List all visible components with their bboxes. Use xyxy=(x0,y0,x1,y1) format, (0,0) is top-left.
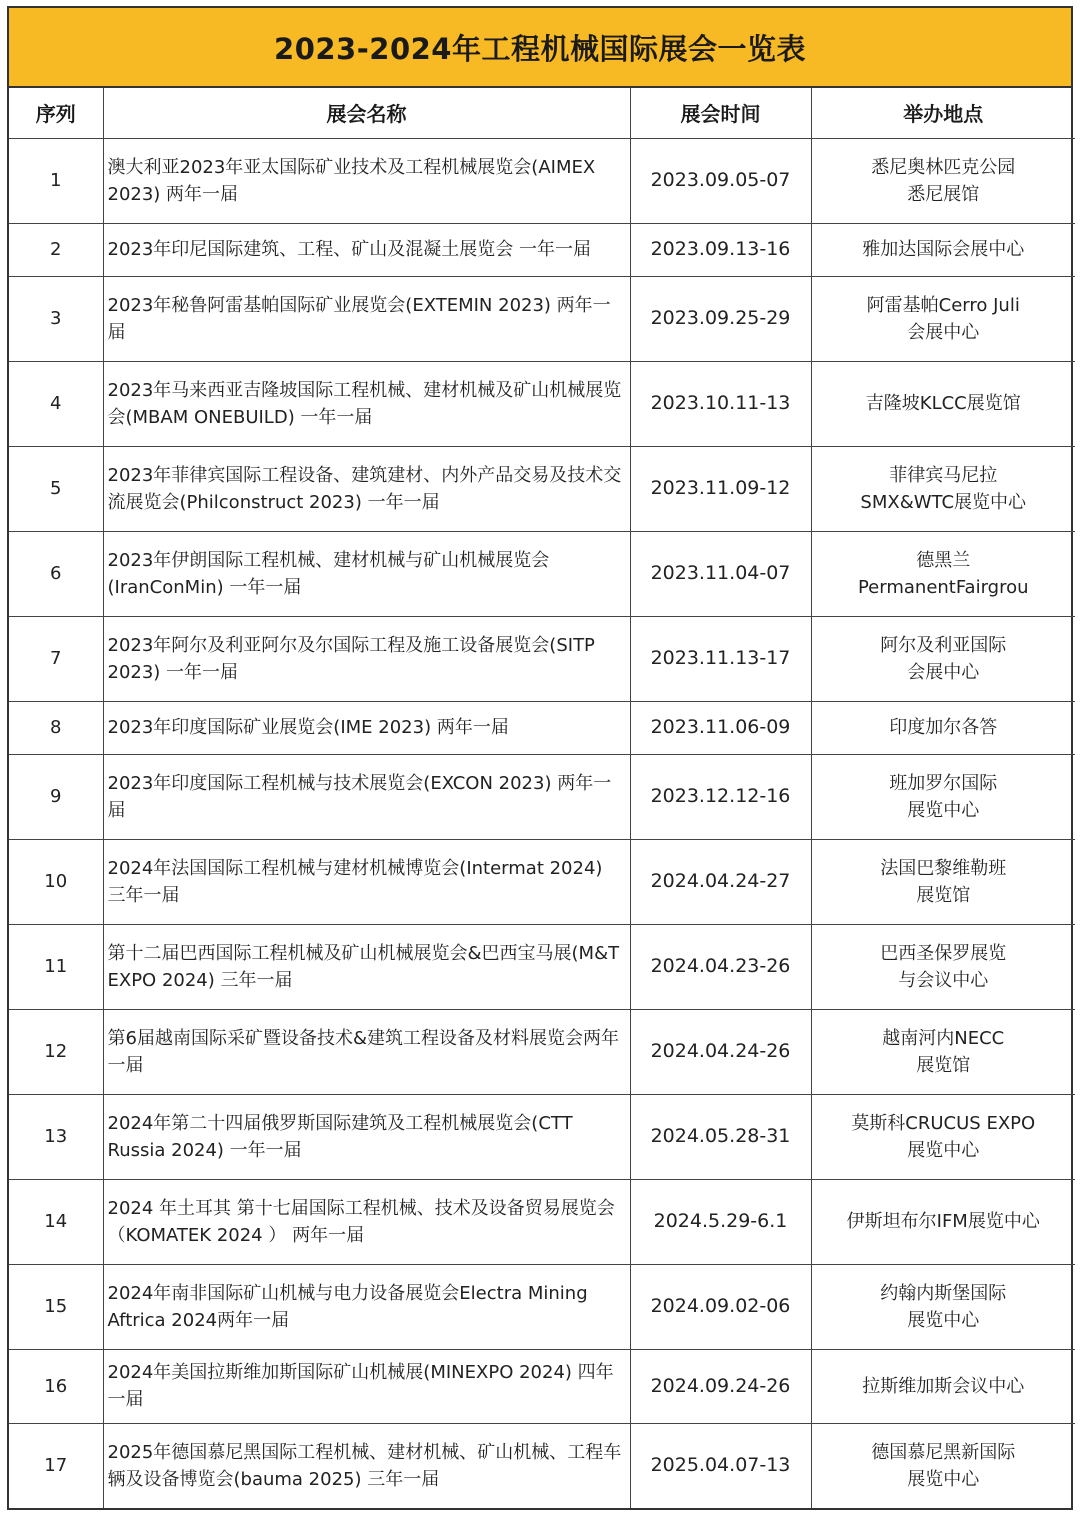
row-exhibition-place: 德国慕尼黑新国际 展览中心 xyxy=(811,1423,1075,1508)
row-exhibition-time: 2023.11.06-09 xyxy=(630,701,811,754)
row-index: 7 xyxy=(9,616,103,701)
row-exhibition-place: 德黑兰 PermanentFairgrou xyxy=(811,531,1075,616)
row-exhibition-time: 2023.09.25-29 xyxy=(630,276,811,361)
row-index: 8 xyxy=(9,701,103,754)
table-row xyxy=(9,1423,1075,1508)
row-index: 2 xyxy=(9,223,103,276)
row-exhibition-time: 2025.04.07-13 xyxy=(630,1423,811,1508)
row-exhibition-name: 2023年印度国际工程机械与技术展览会(EXCON 2023) 两年一届 xyxy=(103,754,630,839)
row-exhibition-name: 澳大利亚2023年亚太国际矿业技术及工程机械展览会(AIMEX 2023) 两年一届 xyxy=(103,138,630,223)
row-exhibition-name: 2024年南非国际矿山机械与电力设备展览会Electra Mining Aftrica 2024两年一届 xyxy=(103,1264,630,1349)
row-exhibition-place: 吉隆坡KLCC展览馆 xyxy=(811,361,1075,446)
row-exhibition-place: 法国巴黎维勒班 展览馆 xyxy=(811,839,1075,924)
row-index: 14 xyxy=(9,1179,103,1264)
row-index: 9 xyxy=(9,754,103,839)
header-name: 展会名称 xyxy=(103,88,630,138)
table-row xyxy=(9,1349,1075,1423)
row-exhibition-name: 2024年美国拉斯维加斯国际矿山机械展(MINEXPO 2024) 四年一届 xyxy=(103,1349,630,1423)
table-row xyxy=(9,839,1075,924)
table-row xyxy=(9,754,1075,839)
row-index: 12 xyxy=(9,1009,103,1094)
row-exhibition-name: 2023年马来西亚吉隆坡国际工程机械、建材机械及矿山机械展览会(MBAM ONEBUILD) 一年一届 xyxy=(103,361,630,446)
row-exhibition-time: 2023.11.04-07 xyxy=(630,531,811,616)
row-index: 6 xyxy=(9,531,103,616)
row-index: 5 xyxy=(9,446,103,531)
row-exhibition-place: 莫斯科CRUCUS EXPO 展览中心 xyxy=(811,1094,1075,1179)
row-exhibition-name: 2023年印尼国际建筑、工程、矿山及混凝土展览会 一年一届 xyxy=(103,223,630,276)
row-exhibition-time: 2023.09.05-07 xyxy=(630,138,811,223)
row-exhibition-name: 2023年印度国际矿业展览会(IME 2023) 两年一届 xyxy=(103,701,630,754)
table-row xyxy=(9,924,1075,1009)
table-row xyxy=(9,1179,1075,1264)
row-index: 11 xyxy=(9,924,103,1009)
table-row xyxy=(9,1264,1075,1349)
table-row xyxy=(9,616,1075,701)
row-exhibition-name: 第十二届巴西国际工程机械及矿山机械展览会&巴西宝马展(M&T EXPO 2024) 三年一届 xyxy=(103,924,630,1009)
row-index: 4 xyxy=(9,361,103,446)
row-exhibition-name: 2025年德国慕尼黑国际工程机械、建材机械、矿山机械、工程车辆及设备博览会(bauma 2025) 三年一届 xyxy=(103,1423,630,1508)
row-index: 3 xyxy=(9,276,103,361)
row-exhibition-place: 班加罗尔国际 展览中心 xyxy=(811,754,1075,839)
row-index: 10 xyxy=(9,839,103,924)
row-index: 16 xyxy=(9,1349,103,1423)
row-exhibition-name: 2023年伊朗国际工程机械、建材机械与矿山机械展览会(IranConMin) 一年一届 xyxy=(103,531,630,616)
row-exhibition-time: 2023.09.13-16 xyxy=(630,223,811,276)
row-exhibition-time: 2024.09.24-26 xyxy=(630,1349,811,1423)
row-exhibition-time: 2024.5.29-6.1 xyxy=(630,1179,811,1264)
table-row xyxy=(9,138,1075,223)
row-exhibition-place: 巴西圣保罗展览 与会议中心 xyxy=(811,924,1075,1009)
row-exhibition-place: 悉尼奥林匹克公园 悉尼展馆 xyxy=(811,138,1075,223)
row-exhibition-place: 拉斯维加斯会议中心 xyxy=(811,1349,1075,1423)
row-exhibition-name: 2023年菲律宾国际工程设备、建筑建材、内外产品交易及技术交流展览会(Philconstruct 2023) 一年一届 xyxy=(103,446,630,531)
table-row xyxy=(9,1009,1075,1094)
table-row xyxy=(9,701,1075,754)
row-exhibition-place: 越南河内NECC 展览馆 xyxy=(811,1009,1075,1094)
exhibition-table xyxy=(9,88,1075,1508)
row-index: 13 xyxy=(9,1094,103,1179)
row-index: 15 xyxy=(9,1264,103,1349)
row-exhibition-time: 2024.05.28-31 xyxy=(630,1094,811,1179)
table-row xyxy=(9,361,1075,446)
row-exhibition-time: 2023.11.13-17 xyxy=(630,616,811,701)
row-exhibition-time: 2024.09.02-06 xyxy=(630,1264,811,1349)
row-exhibition-time: 2024.04.24-27 xyxy=(630,839,811,924)
row-exhibition-place: 约翰内斯堡国际 展览中心 xyxy=(811,1264,1075,1349)
row-exhibition-time: 2024.04.24-26 xyxy=(630,1009,811,1094)
row-exhibition-time: 2024.04.23-26 xyxy=(630,924,811,1009)
row-exhibition-time: 2023.10.11-13 xyxy=(630,361,811,446)
table-row xyxy=(9,531,1075,616)
row-exhibition-place: 菲律宾马尼拉 SMX&WTC展览中心 xyxy=(811,446,1075,531)
header-place: 举办地点 xyxy=(811,88,1075,138)
table-title: 2023-2024年工程机械国际展会一览表 xyxy=(9,8,1071,88)
row-exhibition-name: 2024年法国国际工程机械与建材机械博览会(Intermat 2024) 三年一届 xyxy=(103,839,630,924)
exhibition-table-sheet xyxy=(7,6,1073,1510)
header-row xyxy=(9,88,1075,138)
table-row xyxy=(9,446,1075,531)
row-exhibition-place: 阿尔及利亚国际 会展中心 xyxy=(811,616,1075,701)
table-row xyxy=(9,1094,1075,1179)
row-exhibition-place: 伊斯坦布尔IFM展览中心 xyxy=(811,1179,1075,1264)
header-time: 展会时间 xyxy=(630,88,811,138)
header-index: 序列 xyxy=(9,88,103,138)
row-exhibition-name: 第6届越南国际采矿暨设备技术&建筑工程设备及材料展览会两年一届 xyxy=(103,1009,630,1094)
row-exhibition-place: 阿雷基帕Cerro Juli 会展中心 xyxy=(811,276,1075,361)
row-exhibition-name: 2023年阿尔及利亚阿尔及尔国际工程及施工设备展览会(SITP 2023) 一年一届 xyxy=(103,616,630,701)
row-exhibition-time: 2023.12.12-16 xyxy=(630,754,811,839)
row-exhibition-name: 2023年秘鲁阿雷基帕国际矿业展览会(EXTEMIN 2023) 两年一届 xyxy=(103,276,630,361)
table-row xyxy=(9,223,1075,276)
row-exhibition-name: 2024 年土耳其 第十七届国际工程机械、技术及设备贸易展览会 （KOMATEK 2024 ） 两年一届 xyxy=(103,1179,630,1264)
row-index: 17 xyxy=(9,1423,103,1508)
table-row xyxy=(9,276,1075,361)
row-index: 1 xyxy=(9,138,103,223)
row-exhibition-time: 2023.11.09-12 xyxy=(630,446,811,531)
row-exhibition-name: 2024年第二十四届俄罗斯国际建筑及工程机械展览会(CTT Russia 2024) 一年一届 xyxy=(103,1094,630,1179)
row-exhibition-place: 雅加达国际会展中心 xyxy=(811,223,1075,276)
row-exhibition-place: 印度加尔各答 xyxy=(811,701,1075,754)
